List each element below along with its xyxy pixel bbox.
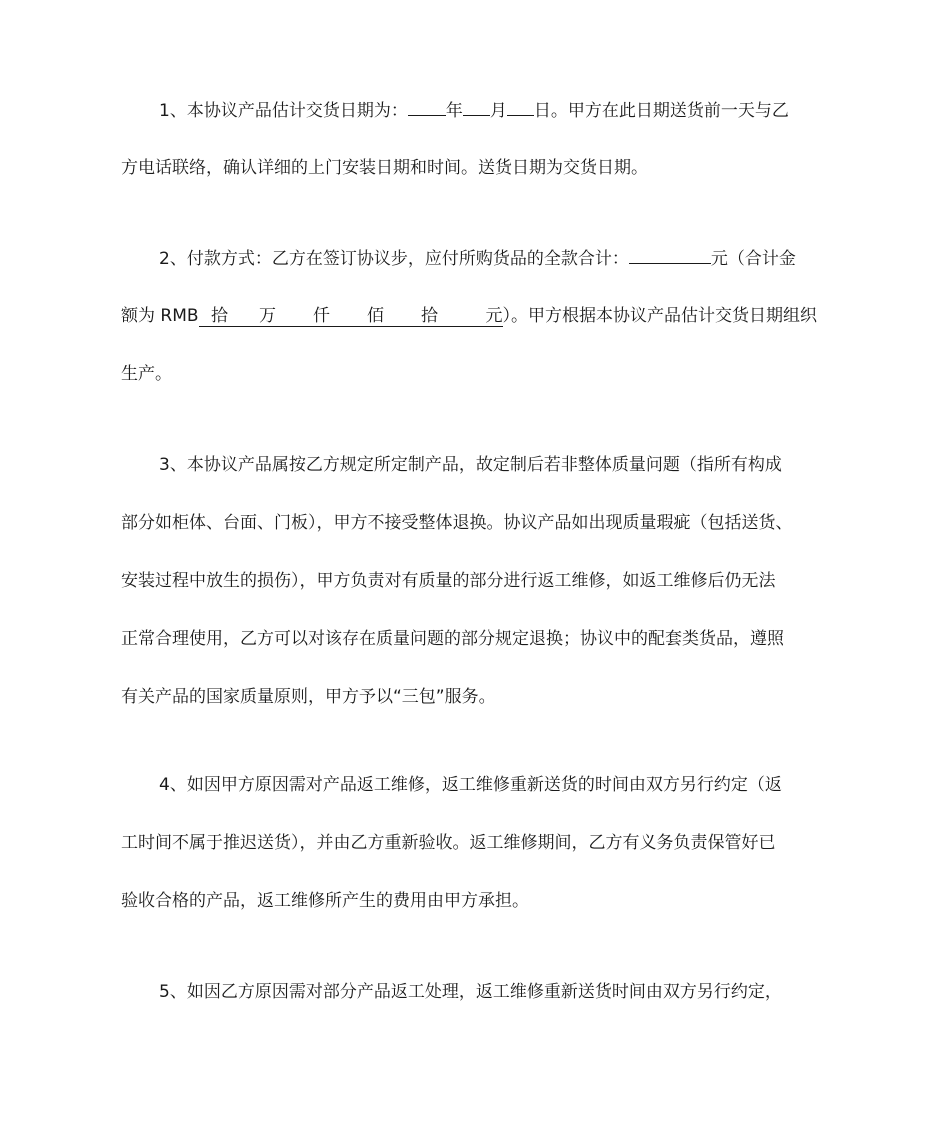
clause-4-line-2: 工时间不属于推迟送货），并由乙方重新验收。返工维修期间，乙方有义务负责保管好已 [121, 833, 776, 853]
day-blank[interactable] [507, 97, 534, 116]
rmb-unit: 仟 [313, 306, 331, 326]
clause-3-line-2: 部分如柜体、台面、门板），甲方不接受整体退换。协议产品如出现质量瑕疵（包括送货、 [121, 513, 793, 533]
clause-3-line-3: 安装过程中放生的损伤），甲方负责对有质量的部分进行返工维修，如返工维修后仍无法 [121, 571, 776, 591]
clause-2-text-c: ）。甲方根据本协议产品估计交货日期组织 [502, 306, 818, 326]
rmb-amount-field[interactable] [199, 306, 503, 327]
rmb-unit: 万 [259, 306, 277, 326]
clause-2-line-1 [0, 245, 950, 272]
clause-1-text: 1、本协议产品估计交货日期为： [159, 101, 408, 121]
year-blank[interactable] [408, 97, 446, 116]
clause-3-line-5: 有关产品的国家质量原则，甲方予以“三包”服务。 [121, 687, 496, 707]
clause-2-line-3: 生产。 [121, 364, 172, 384]
clause-3-line-1: 3、本协议产品属按乙方规定所定制产品，故定制后若非整体质量问题（指所有构成 [159, 455, 782, 475]
day-label: 日。甲方在此日期送货前一天与乙 [533, 101, 789, 121]
clause-2-line-2 [0, 303, 950, 329]
rmb-unit: 拾 [421, 306, 439, 326]
clause-4-line-3: 验收合格的产品，返工维修所产生的费用由甲方承担。 [121, 891, 529, 911]
month-blank[interactable] [463, 97, 490, 116]
month-label: 月 [489, 101, 507, 121]
clause-1-line-2: 方电话联络，确认详细的上门安装日期和时间。送货日期为交货日期。 [121, 158, 648, 178]
rmb-unit: 拾 [211, 306, 229, 326]
clause-3-line-4: 正常合理使用，乙方可以对该存在质量问题的部分规定退换；协议中的配套类货品，遵照 [121, 629, 784, 649]
clause-2-text-b: 元（合计金 [710, 249, 796, 269]
clause-5-line-1: 5、如因乙方原因需对部分产品返工处理，返工维修重新送货时间由双方另行约定， [159, 982, 782, 1002]
year-label: 年 [445, 101, 463, 121]
clause-4-line-1: 4、如因甲方原因需对产品返工维修，返工维修重新送货的时间由双方另行约定（返 [159, 775, 782, 795]
clause-1-line-1 [0, 97, 950, 124]
rmb-label: 额为 RMB [121, 306, 199, 326]
rmb-unit: 佰 [367, 306, 385, 326]
rmb-unit: 元 [485, 306, 503, 326]
clause-2-text: 2、付款方式：乙方在签订协议步，应付所购货品的全款合计： [159, 249, 629, 269]
total-amount-blank[interactable] [629, 245, 711, 264]
